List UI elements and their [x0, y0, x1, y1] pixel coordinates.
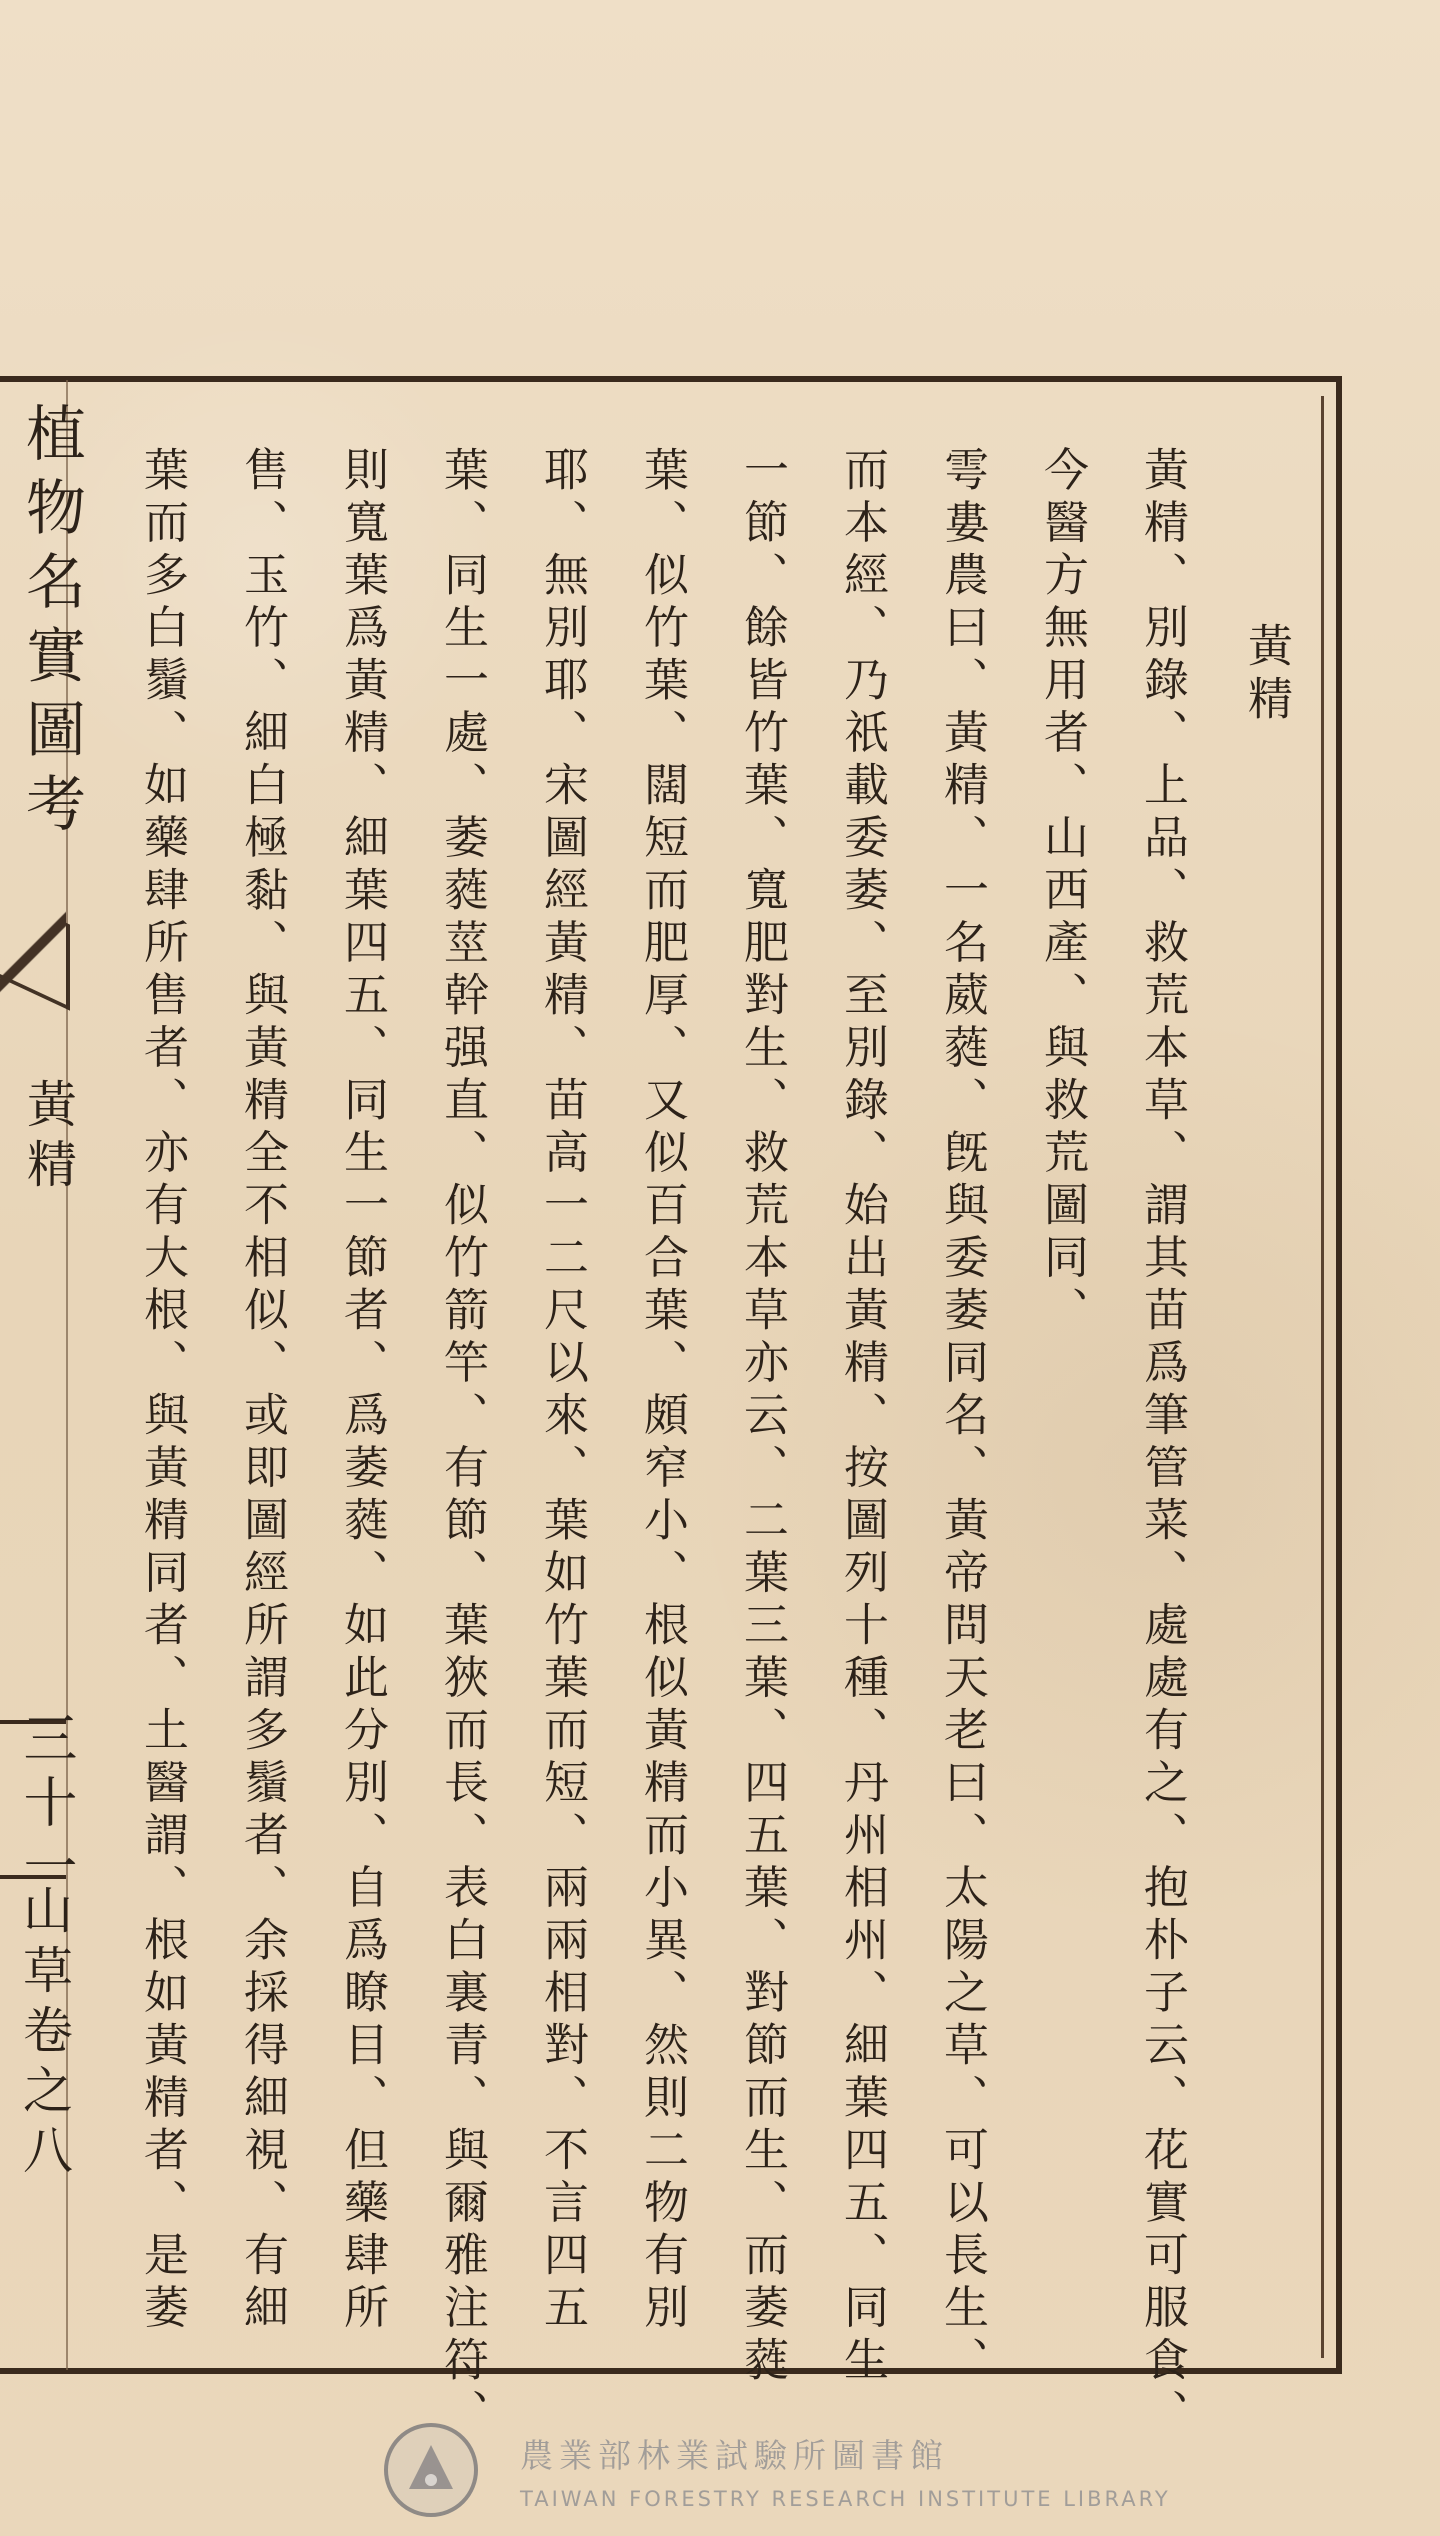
library-seal-icon [384, 2423, 478, 2517]
text-column: 今醫方無用者、山西產、與救荒圖同、 [1036, 446, 1089, 1339]
text-column: 葉、似竹葉、闊短而肥厚、又似百合葉、頗窄小、根似黃精而小異、然則二物有別 [636, 446, 689, 2336]
text-column: 葉而多白鬚、如藥肆所售者、亦有大根、與黃精同者、土醫謂、根如黃精者、是萎 [136, 446, 189, 2336]
text-column: 耶、無別耶、宋圖經黃精、苗高一二尺以來、葉如竹葉而短、兩兩相對、不言四五 [536, 446, 589, 2336]
fishtail-mark [0, 892, 66, 1028]
side-book-title: 植物名實圖考 [16, 402, 86, 846]
library-name-chinese: 農業部林業試驗所圖書館 [520, 2436, 949, 2475]
side-volume-label: 山草卷之八 [15, 1884, 73, 2184]
text-column: 黃精、別錄、上品、救荒本草、謂其苗爲筆管菜、處處有之、抱朴子云、花實可服食、 [1136, 446, 1189, 2441]
text-column: 一節、餘皆竹葉、寬肥對生、救荒本草亦云、二葉三葉、四五葉、對節而生、而萎蕤 [736, 446, 789, 2389]
text-column: 雩婁農曰、黃精、一名葳蕤、旣與委萎同名、黃帝問天老曰、太陽之草、可以長生、 [936, 446, 989, 2389]
text-column: 則寬葉爲黃精、細葉四五、同生一節者、爲萎蕤、如此分別、自爲瞭目、但藥肆所 [336, 446, 389, 2336]
entry-heading: 黃精 [1240, 622, 1293, 728]
side-section-name: 黃精 [19, 1078, 77, 1198]
text-column: 葉、同生一處、萎蕤莖幹强直、似竹箭竿、有節、葉狹而長、表白裏青、與爾雅注符、 [436, 446, 489, 2441]
text-column: 售、玉竹、細白極黏、與黃精全不相似、或即圖經所謂多鬚者、余採得細視、有細 [236, 446, 289, 2336]
side-page-number: 三十一 [15, 1710, 78, 1902]
text-column: 而本經、乃祇載委萎、至別錄、始出黃精、按圖列十種、丹州相州、細葉四五、同生 [836, 446, 889, 2389]
library-name-english: TAIWAN FORESTRY RESEARCH INSTITUTE LIBRARY [520, 2487, 1171, 2511]
